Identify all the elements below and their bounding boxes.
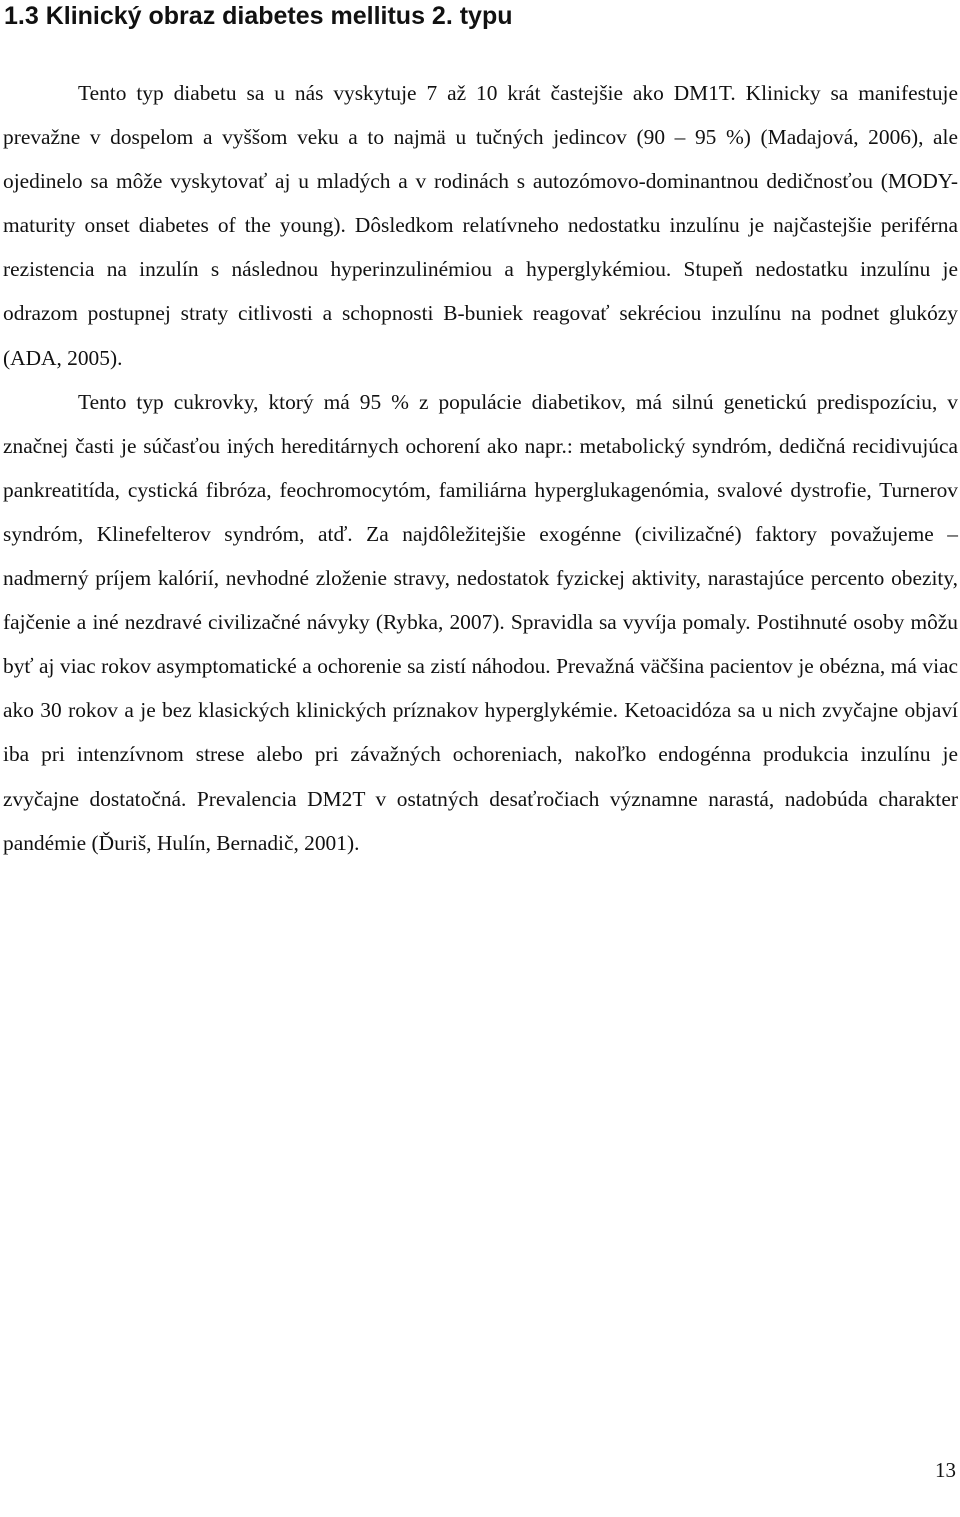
paragraph-1: Tento typ diabetu sa u nás vyskytuje 7 až 10 krát častejšie ako DM1T. Klinicky sa manifestuje prevažne v dospelom a vyššom veku a to najmä u tučných jedincov (90 – 95 %) (Madajová, 2006), ale ojedinelo sa môže vyskytovať aj u mladých a v rodinách s autozómovo-dominantnou dedičnosťou (MODY-maturity onset diabetes of the young). Dôsledkom relatívneho nedostatku inzulínu je najčastejšie periférna rezistencia na inzulín s následnou hyperinzulinémiou a hyperglykémiou. Stupeň nedostatku inzulínu je odrazom postupnej straty citlivosti a schopnosti B-buniek reagovať sekréciou inzulínu na podnet glukózy (ADA, 2005). (3, 81, 958, 370)
paragraph-2: Tento typ cukrovky, ktorý má 95 % z populácie diabetikov, má silnú genetickú predispozíciu, v značnej časti je súčasťou iných hereditárnych ochorení ako napr.: metabolický syndróm, dedičná recidivujúca pankreatitída, cystická fibróza, feochromocytóm, familiárna hyperglukagenómia, svalové dystrofie, Turnerov syndróm, Klinefelterov syndróm, atď. Za najdôležitejšie exogénne (civilizačné) faktory považujeme – nadmerný príjem kalórií, nevhodné zloženie stravy, nedostatok fyzickej aktivity, narastajúce percento obezity, fajčenie a iné nezdravé civilizačné návyky (Rybka, 2007). Spravidla sa vyvíja pomaly. Postihnuté osoby môžu byť aj viac rokov asymptomatické a ochorenie sa zistí náhodou. Prevažná väčšina pacientov je obézna, má viac ako 30 rokov a je bez klasických klinických príznakov hyperglykémie. Ketoacidóza sa u nich zvyčajne objaví iba pri intenzívnom strese alebo pri závažných ochoreniach, nakoľko endogénna produkcia inzulínu je zvyčajne dostatočná. Prevalencia DM2T v ostatných desaťročiach významne narastá, nadobúda charakter pandémie (Ďuriš, Hulín, Bernadič, 2001). (3, 389, 958, 855)
section-heading: 1.3 Klinický obraz diabetes mellitus 2. typu (4, 2, 513, 30)
page-number: 13 (935, 1458, 956, 1482)
body-text (3, 71, 958, 865)
